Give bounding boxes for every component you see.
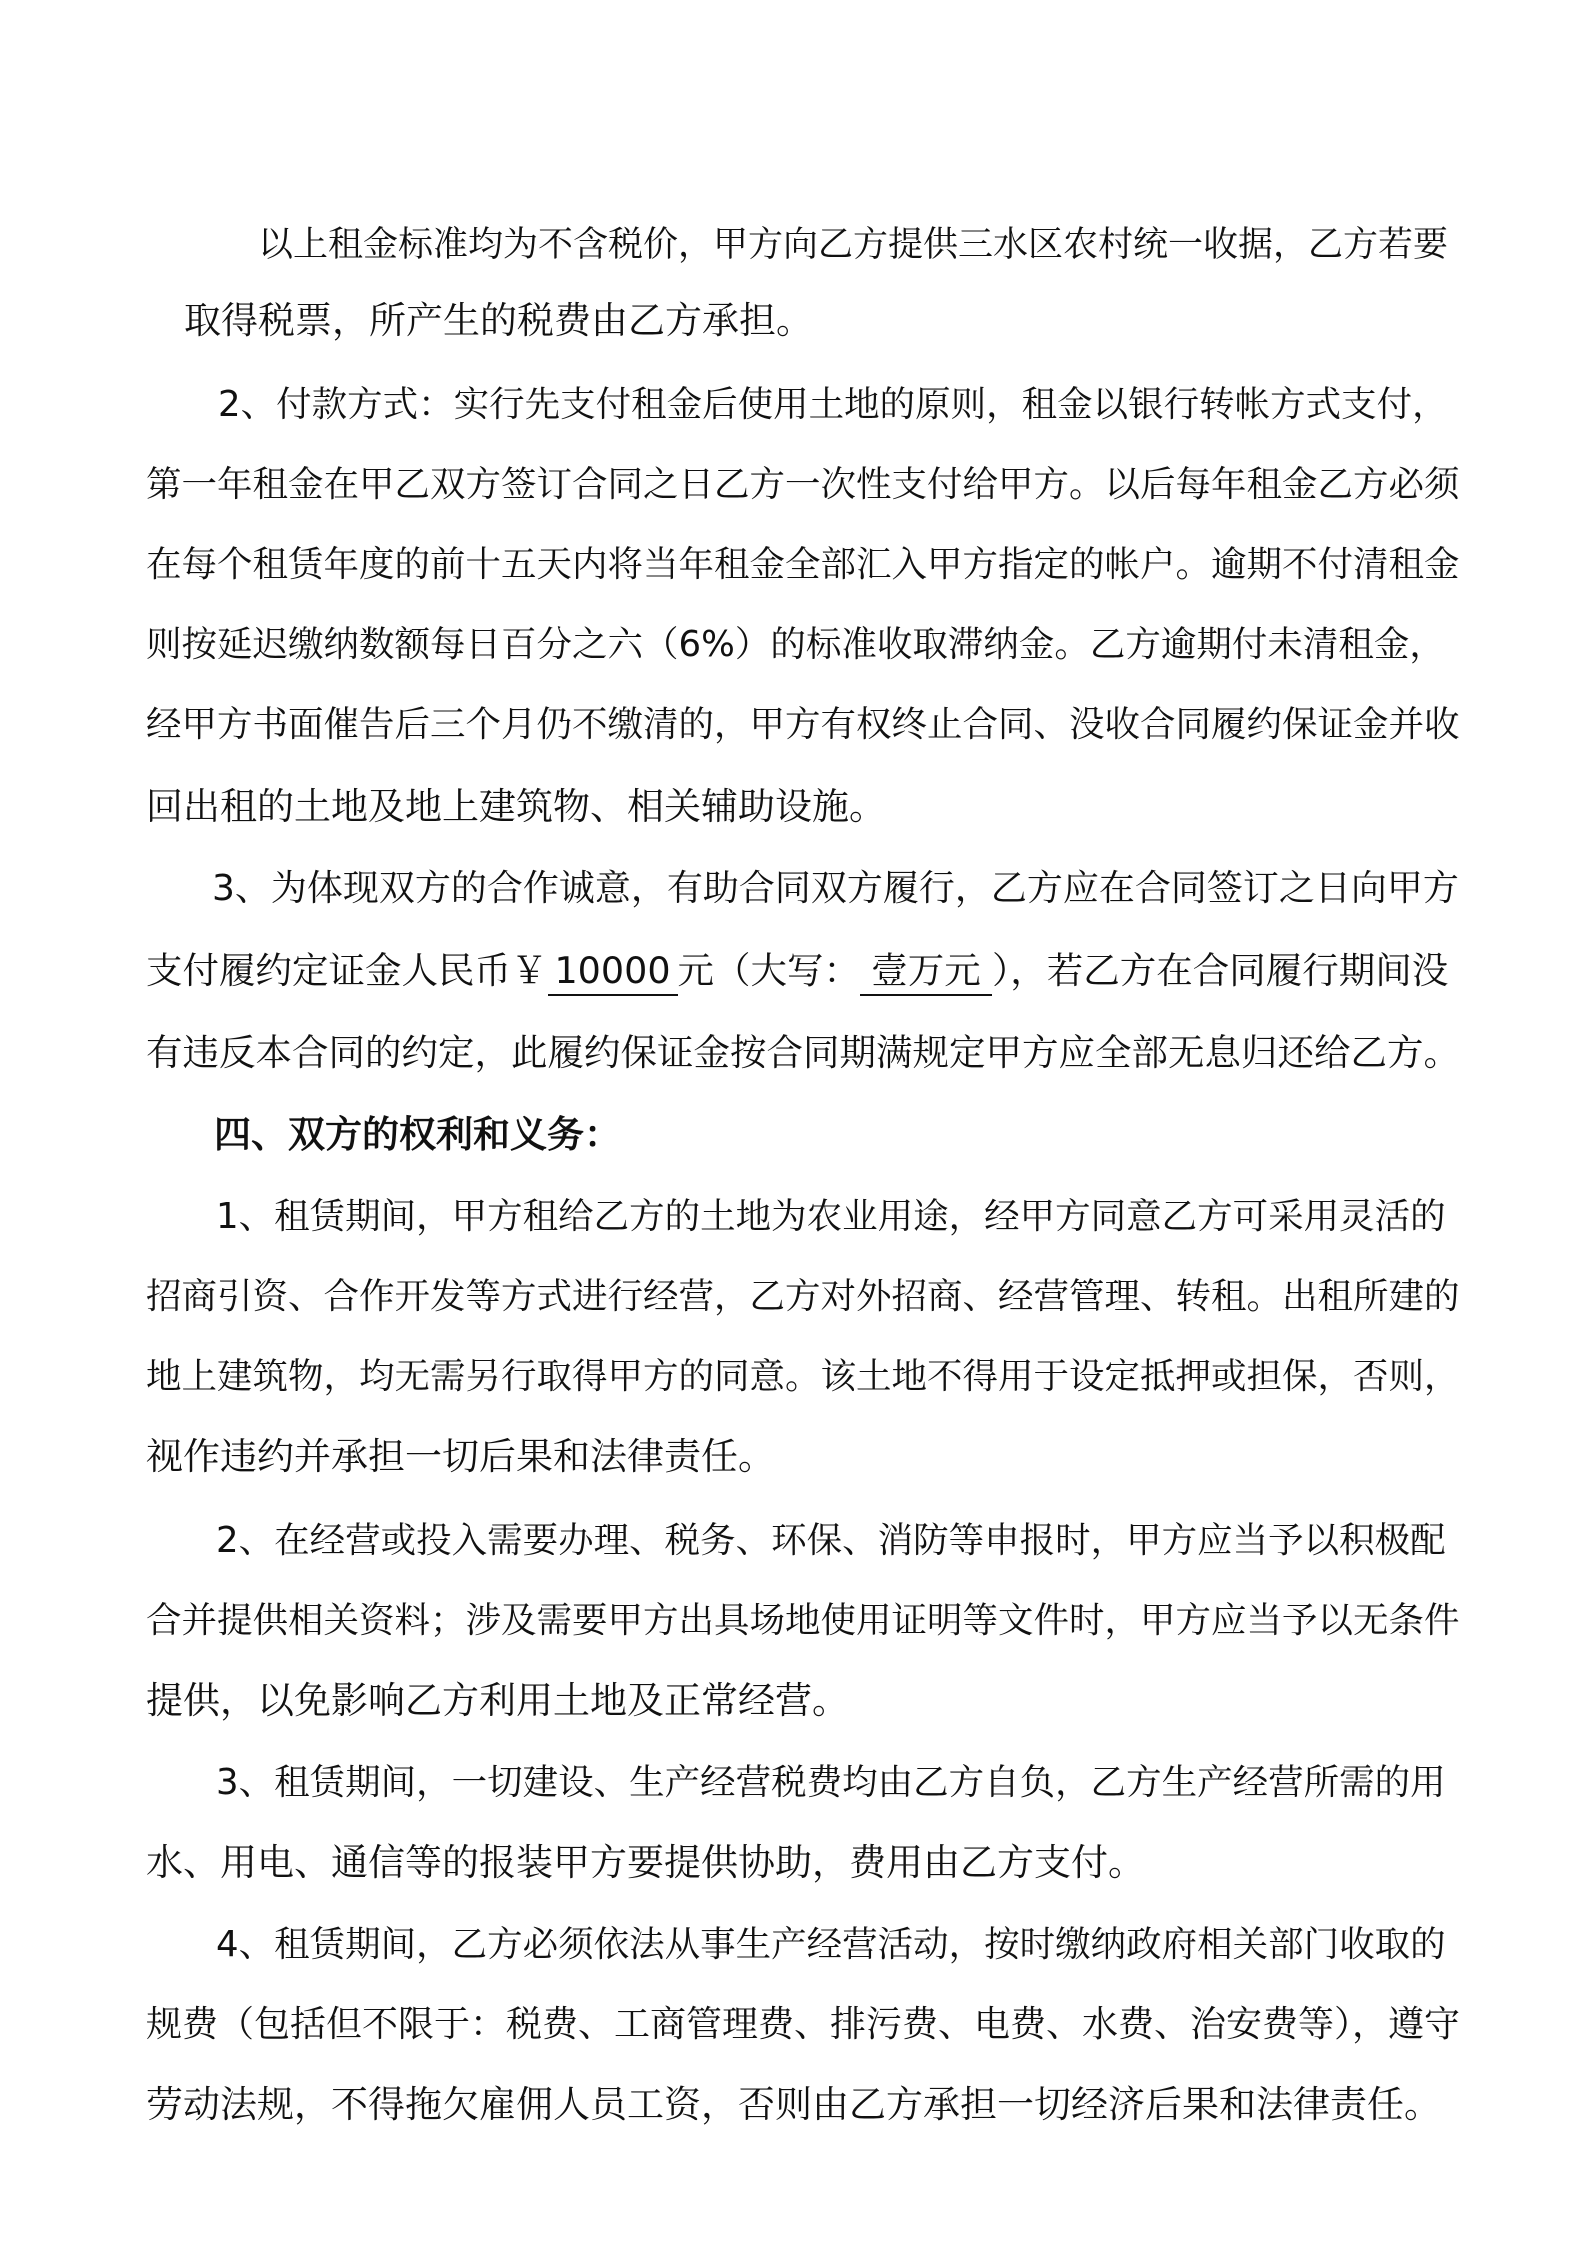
payment-line-5: 经甲方书面催告后三个月仍不缴清的，甲方有权终止合同、没收合同履约保证金并收: [146, 704, 1460, 745]
rights-3-line-2: 水、用电、通信等的报装甲方要提供协助，费用由乙方支付。: [146, 1841, 1145, 1884]
deposit-text-c: ），若乙方在合同履行期间没: [992, 949, 1449, 992]
section-heading-rights: 四、双方的权利和义务：: [214, 1113, 621, 1156]
rights-4-line-3: 劳动法规，不得拖欠雇佣人员工资，否则由乙方承担一切经济后果和法律责任。: [146, 2083, 1441, 2126]
deposit-line-2: [146, 948, 1462, 996]
payment-line-3: 在每个租赁年度的前十五天内将当年租金全部汇入甲方指定的帐户。逾期不付清租金: [146, 544, 1460, 585]
payment-line-1: 2、付款方式：实行先支付租金后使用土地的原则，租金以银行转帐方式支付，: [218, 384, 1448, 425]
payment-line-4: 则按延迟缴纳数额每日百分之六（6%）的标准收取滞纳金。乙方逾期付未清租金，: [146, 624, 1445, 665]
payment-line-6: 回出租的土地及地上建筑物、相关辅助设施。: [146, 785, 886, 828]
payment-line-2: 第一年租金在甲乙双方签订合同之日乙方一次性支付给甲方。以后每年租金乙方必须: [146, 464, 1460, 505]
rights-3-line-1: 3、租赁期间，一切建设、生产经营税费均由乙方自负，乙方生产经营所需的用: [216, 1762, 1446, 1803]
rights-1-line-3: 地上建筑物，均无需另行取得甲方的同意。该土地不得用于设定抵押或担保，否则，: [146, 1356, 1460, 1397]
deposit-line-3: 有违反本合同的约定，此履约保证金按合同期满规定甲方应全部无息归还给乙方。: [146, 1031, 1460, 1074]
rights-1-line-1: 1、租赁期间，甲方租给乙方的土地为农业用途，经甲方同意乙方可采用灵活的: [216, 1196, 1446, 1237]
rights-4-line-2: 规费（包括但不限于：税费、工商管理费、排污费、电费、水费、治安费等），遵守: [146, 2004, 1461, 2045]
rights-4-line-1: 4、租赁期间，乙方必须依法从事生产经营活动，按时缴纳政府相关部门收取的: [216, 1924, 1446, 1965]
deposit-line-1: 3、为体现双方的合作诚意，有助合同双方履行，乙方应在合同签订之日向甲方: [212, 868, 1459, 909]
rights-1-line-4: 视作违约并承担一切后果和法律责任。: [146, 1435, 775, 1478]
para-tax-line-1: 以上租金标准均为不含税价，甲方向乙方提供三水区农村统一收据，乙方若要: [258, 225, 1449, 265]
deposit-amount-words: 壹万元: [860, 948, 992, 996]
deposit-text-a: 支付履约定证金人民币￥: [146, 949, 548, 992]
deposit-text-b: 元（大写：: [677, 949, 860, 992]
deposit-amount: 10000: [548, 948, 678, 996]
rights-2-line-3: 提供，以免影响乙方利用土地及正常经营。: [146, 1679, 849, 1722]
rights-1-line-2: 招商引资、合作开发等方式进行经营，乙方对外招商、经营管理、转租。出租所建的: [146, 1276, 1460, 1317]
rights-2-line-1: 2、在经营或投入需要办理、税务、环保、消防等申报时，甲方应当予以积极配: [216, 1520, 1446, 1561]
para-tax-line-2: 取得税票，所产生的税费由乙方承担。: [184, 299, 813, 342]
rights-2-line-2: 合并提供相关资料；涉及需要甲方出具场地使用证明等文件时，甲方应当予以无条件: [146, 1600, 1460, 1641]
